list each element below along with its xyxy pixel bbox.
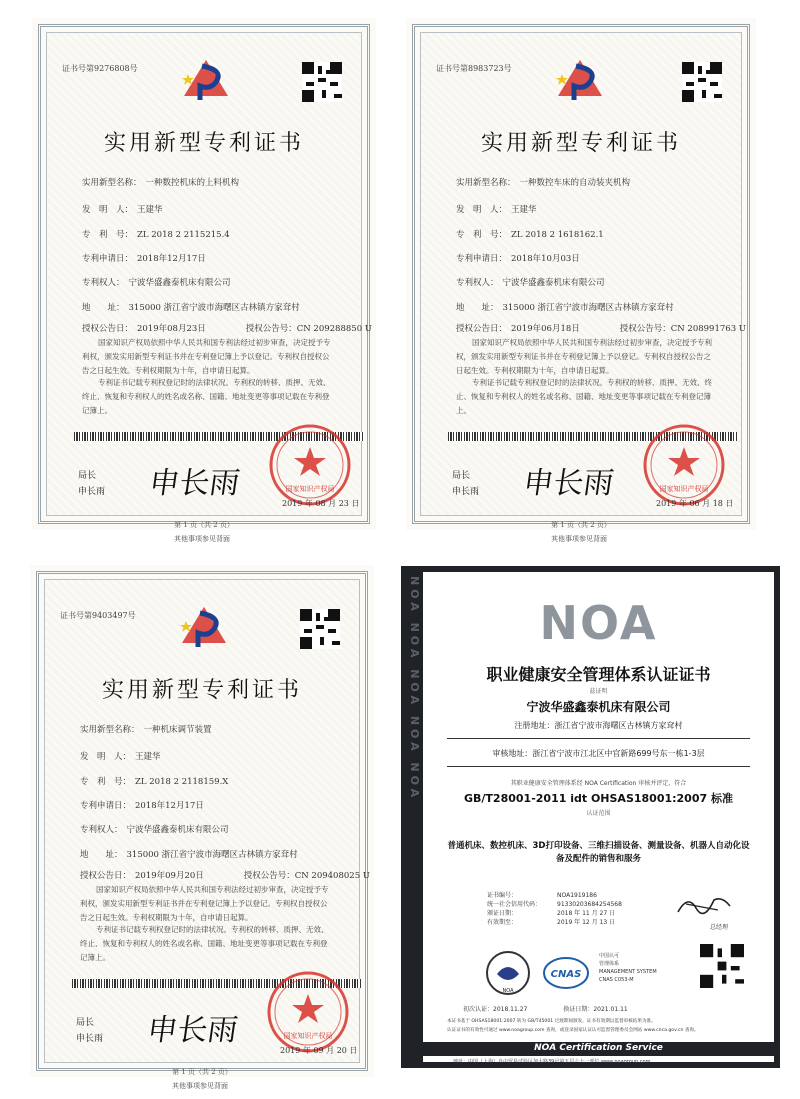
certificate-field-row: [82, 228, 230, 240]
field-label: 发 明 人：: [82, 205, 134, 215]
grant-paragraph: 国家知识产权局依照中华人民共和国专利法经过初步审查，决定授予专利权，颁发实用新型专利证书并在专利登记簿上予以登记。专利权自授权公告之日起生效。专利权期限为十年，自申请日起算。: [82, 338, 331, 375]
certificate-field-row: [456, 176, 630, 188]
certificate-number: 证书号第9403497号: [60, 611, 136, 620]
director-signature: 申长雨: [147, 466, 242, 501]
svg-text:国家知识产权局: 国家知识产权局: [285, 485, 335, 493]
certificate-field-row: [456, 252, 580, 264]
noa-subtitle: 兹证明: [589, 688, 608, 695]
field-label: 专利权人：: [456, 278, 499, 288]
field-value: 2019年09月20日: [135, 871, 204, 881]
noa-dates: 初次认证：2018.11.27 换证日期：2021.01.11: [463, 1006, 628, 1013]
qr-code-icon: [682, 62, 722, 102]
field-label: 实用新型名称：: [80, 725, 140, 735]
official-block: [452, 468, 479, 500]
official-block: [78, 468, 105, 500]
patent-certificate: [32, 18, 376, 530]
patent-certificate: [30, 565, 374, 1077]
field-label: 专利申请日：: [80, 801, 132, 811]
certificate-field-row: [82, 276, 231, 288]
certificate-field-row: [456, 276, 605, 288]
certificate-title: 实用新型专利证书: [480, 131, 681, 156]
certificate-field-row: [82, 176, 239, 188]
field-value: ZL 2018 2 1618162.1: [511, 230, 604, 240]
field-label: 授权公告日：: [80, 871, 132, 881]
legal-status-paragraph: 专利证书记载专利权登记时的法律状况。专利权的转移、质押、无效、终止、恢复和专利权人的姓名或名称、国籍、地址变更等事项记载在专利登记簿上。: [456, 378, 712, 415]
grant-paragraph: 国家知识产权局依照中华人民共和国专利法经过初步审查，决定授予专利权，颁发实用新型专利证书并在专利登记簿上予以登记。专利权自授权公告之日起生效。专利权期限为十年，自申请日起算。: [456, 338, 712, 375]
cnas-text-block: [599, 952, 657, 984]
cnas-text-line: 管理体系: [599, 961, 620, 967]
svg-text:国家知识产权局: 国家知识产权局: [283, 1032, 333, 1040]
noa-info-row: [487, 917, 615, 926]
qr-code-icon: [302, 62, 342, 102]
svg-text:NOA: NOA: [502, 988, 514, 994]
field-value: ZL 2018 2 2118159.X: [135, 777, 229, 787]
field-value: ZL 2018 2 2115215.4: [137, 230, 230, 240]
page-number: 第 1 页（共 2 页）: [551, 521, 611, 529]
field-label: 专利权人：: [82, 278, 125, 288]
certificate-field-row: [80, 750, 161, 762]
noa-info-label: 统一社会信用代码：: [487, 901, 542, 908]
noa-info-row: [487, 908, 615, 917]
certificate-field-row: [80, 848, 298, 860]
certificate-field-row: [80, 823, 229, 835]
cnipa-logo-icon: [180, 56, 232, 102]
field-value: 315000 浙江省宁波市海曙区古林镇方家耷村: [126, 850, 298, 860]
certificate-field-row: [456, 228, 604, 240]
noa-title: 职业健康安全管理体系认证证书: [486, 665, 711, 684]
noa-signer: 总经理: [709, 924, 728, 931]
cnas-text-line: CNAS C053-M: [599, 977, 634, 983]
noa-badge-icon: [485, 950, 531, 996]
certificate-field-row: [82, 203, 163, 215]
noa-signature-icon: [674, 890, 734, 918]
certificate-field-row: [456, 322, 746, 334]
field-label: 地 址：: [82, 303, 125, 313]
seal-date: 2019 年 08 月 23 日: [282, 499, 360, 508]
certificate-field-row: [80, 723, 212, 735]
noa-company: 宁波华盛鑫泰机床有限公司: [526, 700, 671, 714]
official-seal-icon: [268, 423, 352, 507]
grant-paragraph: 国家知识产权局依照中华人民共和国专利法经过初步审查，决定授予专利权，颁发实用新型专利证书并在专利登记簿上予以登记。专利权自授权公告之日起生效。专利权期限为十年，自申请日起算。: [80, 885, 329, 922]
field-label: 专利权人：: [80, 825, 123, 835]
director-signature: 申长雨: [145, 1013, 240, 1048]
noa-scope: 普通机床、数控机床、3D打印设备、三维扫描设备、测量设备、机器人自动化设备及配件的销售和服务: [447, 841, 750, 864]
noa-logo: NOA: [539, 596, 658, 650]
cnas-text-line: 中国认可: [599, 953, 620, 959]
field-label: 专 利 号：: [456, 230, 508, 240]
certificate-field-row: [456, 301, 674, 313]
director-signature: 申长雨: [521, 466, 616, 501]
back-note: 其他事项参见背面: [172, 1082, 228, 1090]
noa-scope-label: 认证范围: [586, 810, 611, 817]
certificate-field-row: [82, 252, 206, 264]
official-title: 局长: [452, 471, 471, 481]
field-value: 宁波华盛鑫泰机床有限公司: [128, 278, 231, 288]
field-value: 宁波华盛鑫泰机床有限公司: [126, 825, 229, 835]
field-value: 2018年12月17日: [135, 801, 204, 811]
noa-service-label: NOA Certification Service: [534, 1043, 663, 1053]
noa-footer-line: 本证书基于 OHSAS18001:2007 转为 GB/T45001 过渡期间颁发，证书有效期以监督审核结果为准。: [447, 1019, 656, 1024]
field-label: 实用新型名称：: [456, 178, 516, 188]
field-label: 专利申请日：: [456, 254, 508, 264]
field-value: 王建华: [135, 752, 161, 762]
svg-text:国家知识产权局: 国家知识产权局: [659, 485, 709, 493]
official-name: 申长雨: [452, 487, 480, 497]
field-value: 一种数控车床的自动装夹机构: [519, 178, 631, 188]
field-value: 315000 浙江省宁波市海曙区古林镇方家耷村: [502, 303, 674, 313]
noa-bottom-address: 地址：中国（上海）自由贸易试验区加太路39号第五层六十一部位 www.noagroup.com: [453, 1059, 651, 1065]
patent-certificate: [406, 18, 756, 530]
noa-intro: 其职业健康安全管理体系经 NOA Certification 审核并评定，符合: [510, 780, 687, 787]
page-number: 第 1 页（共 2 页）: [174, 521, 234, 529]
noa-standard: GB/T28001-2011 idt OHSAS18001:2007 标准: [464, 792, 733, 805]
field-value: 2018年10月03日: [511, 254, 580, 264]
legal-status-paragraph: 专利证书记载专利权登记时的法律状况。专利权的转移、质押、无效、终止、恢复和专利权人的姓名或名称、国籍、地址变更等事项记载在专利登记簿上。: [82, 378, 331, 415]
field-value: 一种机床调节装置: [143, 725, 212, 735]
field-extra: 授权公告号：CN 208991763 U: [619, 324, 746, 334]
cnas-text-line: MANAGEMENT SYSTEM: [599, 969, 657, 975]
official-seal-icon: [266, 970, 350, 1054]
seal-date: 2019 年 06 月 18 日: [656, 499, 734, 508]
official-title: 局长: [78, 471, 97, 481]
noa-info-value: 2018 年 11 月 27 日: [557, 910, 616, 917]
cnas-badge-icon: [543, 950, 589, 996]
noa-side-pattern: NOA NOA NOA NOA NOA: [408, 576, 421, 802]
noa-info-label: 证书编号：: [487, 892, 518, 899]
field-value: 一种数控机床的上料机构: [145, 178, 240, 188]
certificate-title: 实用新型专利证书: [101, 678, 302, 703]
noa-info-label: 有效期至：: [487, 919, 518, 926]
page-number: 第 1 页（共 2 页）: [172, 1068, 232, 1076]
field-label: 地 址：: [80, 850, 123, 860]
back-note: 其他事项参见背面: [174, 535, 230, 543]
noa-info-label: 颁证日期：: [487, 910, 518, 917]
certificate-field-row: [82, 322, 372, 334]
field-label: 专 利 号：: [82, 230, 134, 240]
field-value: 315000 浙江省宁波市海曙区古林镇方家耷村: [128, 303, 300, 313]
field-extra: 授权公告号：CN 209408025 U: [243, 871, 370, 881]
field-value: 王建华: [137, 205, 163, 215]
noa-info-value: 2019 年 12 月 13 日: [557, 919, 616, 926]
field-value: 2018年12月17日: [137, 254, 206, 264]
field-value: 王建华: [511, 205, 537, 215]
field-label: 发 明 人：: [80, 752, 132, 762]
certificate-field-row: [80, 775, 228, 787]
certificate-field-row: [80, 869, 370, 881]
field-label: 地 址：: [456, 303, 499, 313]
noa-divider: [447, 738, 750, 739]
legal-status-paragraph: 专利证书记载专利权登记时的法律状况。专利权的转移、质押、无效、终止、恢复和专利权人的姓名或名称、国籍、地址变更等事项记载在专利登记簿上。: [80, 925, 329, 962]
noa-certificate-panel: [423, 572, 774, 1065]
certificate-number: 证书号第9276808号: [62, 64, 138, 73]
field-label: 专 利 号：: [80, 777, 132, 787]
cnipa-logo-icon: [554, 56, 606, 102]
field-label: 专利申请日：: [82, 254, 134, 264]
noa-divider: [447, 766, 750, 767]
official-name: 申长雨: [76, 1034, 104, 1044]
noa-reg-address: 注册地址：浙江省宁波市海曙区古林镇方家耷村: [514, 721, 683, 730]
official-title: 局长: [76, 1018, 95, 1028]
qr-code-icon: [300, 609, 340, 649]
official-seal-icon: [642, 423, 726, 507]
noa-certificate: [401, 566, 780, 1068]
field-label: 授权公告日：: [456, 324, 508, 334]
field-label: 发 明 人：: [456, 205, 508, 215]
noa-info-row: [487, 890, 597, 899]
back-note: 其他事项参见背面: [551, 535, 607, 543]
certificate-title: 实用新型专利证书: [103, 131, 304, 156]
official-name: 申长雨: [78, 487, 106, 497]
certificate-field-row: [456, 203, 537, 215]
official-block: [76, 1015, 103, 1047]
field-value: 2019年08月23日: [137, 324, 206, 334]
noa-footer-line: 认证证书的有效性可通过 www.noagroup.com 查询，或登录国家认证认可监督管理委员会网站 www.cnca.gov.cn 查询。: [447, 1028, 699, 1033]
noa-info-value: NOA1919186: [557, 892, 597, 899]
cnipa-logo-icon: [178, 603, 230, 649]
noa-info-value: 91330203684254568: [557, 901, 622, 908]
noa-info-row: [487, 899, 622, 908]
svg-text:CNAS: CNAS: [550, 969, 582, 980]
certificate-number: 证书号第8983723号: [436, 64, 512, 73]
noa-audit-address: 审核地址：浙江省宁波市江北区中官新路699号东一栋1-3层: [492, 749, 705, 758]
certificate-field-row: [80, 799, 204, 811]
noa-qr-code-icon: [700, 944, 744, 988]
certificate-field-row: [82, 301, 300, 313]
field-extra: 授权公告号：CN 209288850 U: [245, 324, 372, 334]
field-label: 授权公告日：: [82, 324, 134, 334]
field-label: 实用新型名称：: [82, 178, 142, 188]
field-value: 宁波华盛鑫泰机床有限公司: [502, 278, 605, 288]
field-value: 2019年06月18日: [511, 324, 580, 334]
seal-date: 2019 年 09 月 20 日: [280, 1046, 358, 1055]
noa-service-bar: [423, 1042, 774, 1056]
